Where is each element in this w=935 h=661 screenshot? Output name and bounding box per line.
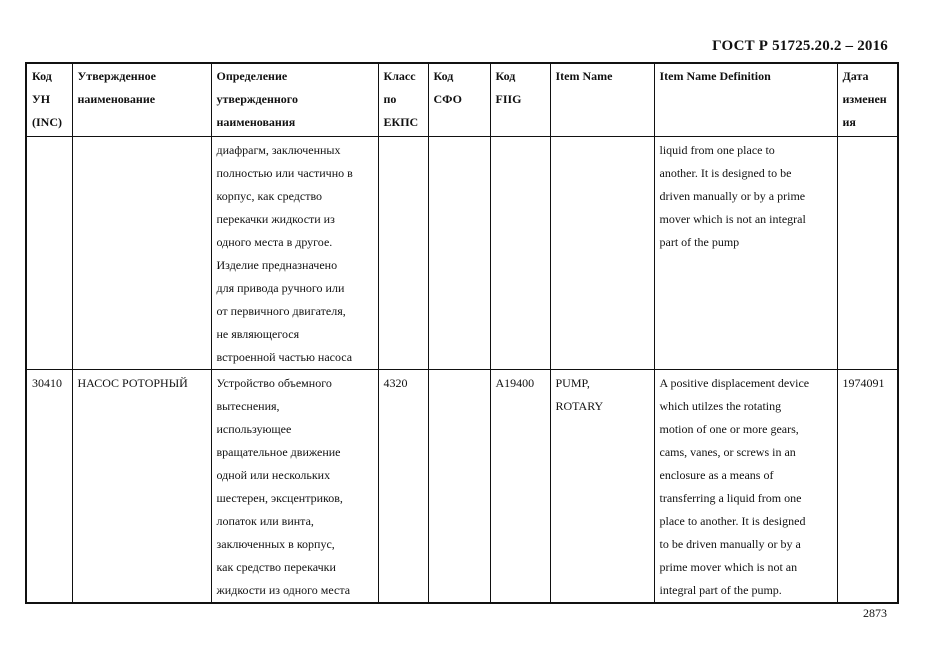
cell-date: 1974091 (837, 370, 898, 604)
cell-ekps (378, 137, 428, 370)
table-row (26, 370, 898, 604)
col-header-approved-name: Утвержденное наименование (72, 63, 211, 137)
cell-approved-name (72, 137, 211, 370)
cell-item-name (550, 137, 654, 370)
col-header-item-definition: Item Name Definition (654, 63, 837, 137)
cell-item-definition: liquid from one place to another. It is designed to be driven manually or by a prime mover which is not an integral part of the pump (654, 137, 837, 370)
cell-ekps: 4320 (378, 370, 428, 604)
col-header-inc: Код УН (INC) (26, 63, 72, 137)
cell-inc: 30410 (26, 370, 72, 604)
col-header-ekps: Класс по ЕКПС (378, 63, 428, 137)
cell-fiig: A19400 (490, 370, 550, 604)
cell-definition: диафрагм, заключенных полностью или частично в корпус, как средство перекачки жидкости из одного места в другое. Изделие предназначено для привода ручного или от первичного двигателя, не являющегося встроенной частью насоса (211, 137, 378, 370)
table-row-continued (26, 137, 898, 370)
nomenclature-table (25, 62, 899, 604)
table-header-row (26, 63, 898, 137)
cell-fiig (490, 137, 550, 370)
col-header-fiig: Код FIIG (490, 63, 550, 137)
cell-item-definition: A positive displacement device which utilzes the rotating motion of one or more gears, cams, vanes, or screws in an enclosure as a means of transferring a liquid from one place to another. It is designed to be driven manually or by a prime mover which is not an integral part of the pump. (654, 370, 837, 604)
col-header-definition: Определение утвержденного наименования (211, 63, 378, 137)
cell-definition: Устройство объемного вытеснения, использующее вращательное движение одной или нескольких шестерен, эксцентриков, лопаток или винта, заключенных в корпус, как средство перекачки жидкости из одного места (211, 370, 378, 604)
cell-sfo (428, 370, 490, 604)
page-number: 2873 (863, 606, 887, 620)
col-header-date: Дата изменен ия (837, 63, 898, 137)
col-header-sfo: Код СФО (428, 63, 490, 137)
cell-sfo (428, 137, 490, 370)
document-code: ГОСТ Р 51725.20.2 – 2016 (712, 38, 888, 54)
col-header-item-name: Item Name (550, 63, 654, 137)
cell-item-name: PUMP, ROTARY (550, 370, 654, 604)
cell-inc (26, 137, 72, 370)
cell-approved-name: НАСОС РОТОРНЫЙ (72, 370, 211, 604)
cell-date (837, 137, 898, 370)
